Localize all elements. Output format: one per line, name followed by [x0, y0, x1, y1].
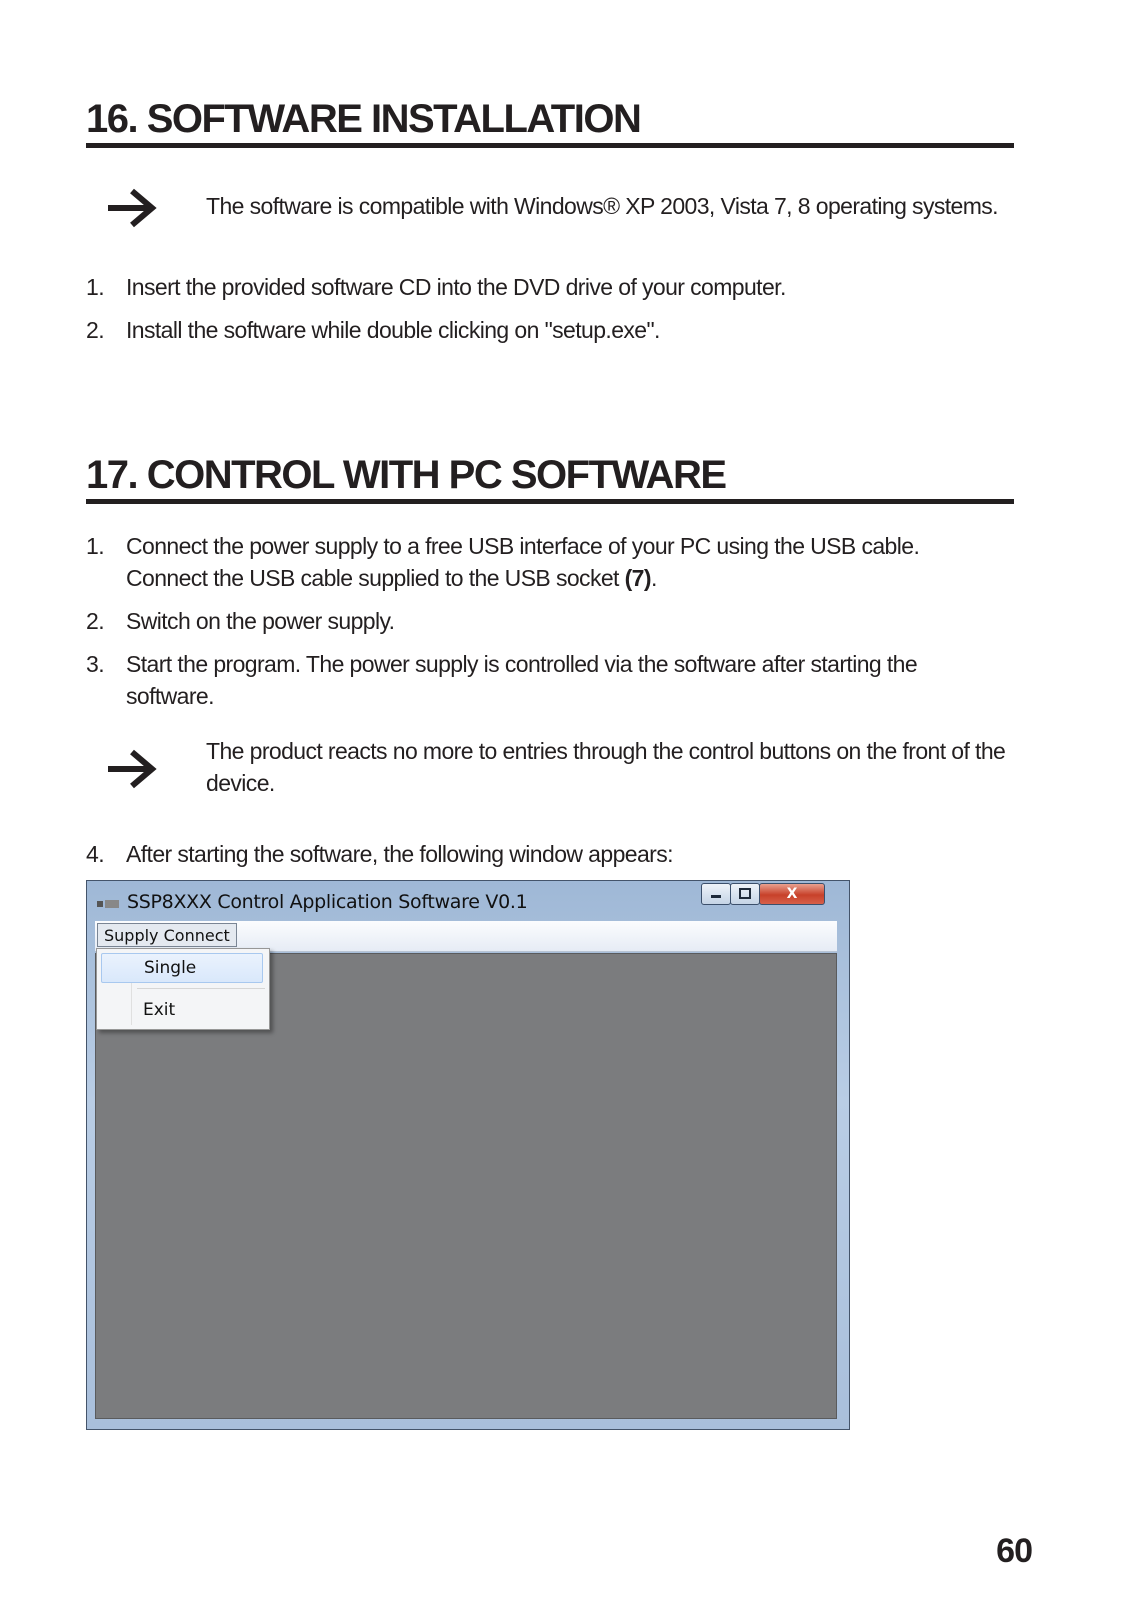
list-item — [86, 838, 1006, 870]
step-text: Switch on the power supply. — [126, 608, 395, 634]
compatibility-note — [106, 188, 1006, 228]
step-text: Install the software while double clicking on "setup.exe". — [126, 317, 660, 343]
list-item — [86, 605, 1006, 637]
step-text: After starting the software, the following window appears: — [126, 841, 673, 867]
list-item — [86, 271, 1006, 303]
installation-steps — [86, 271, 1006, 357]
list-item — [86, 648, 1006, 712]
step-number: 3. — [86, 651, 104, 677]
menu-supply-connect[interactable]: Supply Connect — [97, 923, 237, 947]
section-17-heading: 17. CONTROL WITH PC SOFTWARE — [86, 452, 1014, 504]
window-title: SSP8XXX Control Application Software V0.1 — [127, 891, 528, 913]
control-steps — [86, 530, 1006, 723]
step-text: Insert the provided software CD into the DVD drive of your computer. — [126, 274, 786, 300]
control-note-text: The product reacts no more to entries through the control buttons on the front of the device. — [206, 738, 1006, 796]
step-number: 2. — [86, 317, 104, 343]
step-number: 1. — [86, 533, 104, 559]
arrow-right-icon — [106, 188, 158, 228]
supply-connect-dropdown — [96, 948, 270, 1030]
close-icon: X — [786, 886, 798, 902]
step-text: Start the program. The power supply is controlled via the software after starting the software. — [126, 651, 918, 709]
minimize-button[interactable] — [701, 883, 731, 905]
control-step-4 — [86, 838, 1006, 881]
menu-separator — [137, 988, 265, 989]
arrow-right-icon — [106, 749, 158, 789]
step-number: 1. — [86, 274, 104, 300]
socket-reference: (7) — [624, 565, 651, 591]
section-16-heading: 16. SOFTWARE INSTALLATION — [86, 96, 1014, 148]
step-text: Connect the power supply to a free USB interface of your PC using the USB cable. Connect the USB cable supplied to the USB socket — [126, 533, 920, 591]
app-icon — [97, 898, 121, 910]
step-text-end: . — [650, 565, 657, 591]
compatibility-note-text: The software is compatible with Windows® XP 2003, Vista 7, 8 operating systems. — [206, 193, 998, 219]
control-note — [106, 735, 1006, 801]
menu-item-single[interactable]: Single — [101, 953, 263, 983]
window-titlebar — [87, 881, 849, 925]
list-item — [86, 314, 1006, 346]
maximize-button[interactable] — [730, 883, 760, 905]
list-item — [86, 530, 1006, 594]
close-button[interactable] — [759, 883, 825, 905]
menu-item-exit[interactable]: Exit — [143, 1000, 176, 1020]
minimize-icon — [709, 889, 723, 899]
step-number: 4. — [86, 841, 104, 867]
page-number: 60 — [996, 1532, 1032, 1570]
maximize-icon — [738, 888, 752, 900]
step-number: 2. — [86, 608, 104, 634]
